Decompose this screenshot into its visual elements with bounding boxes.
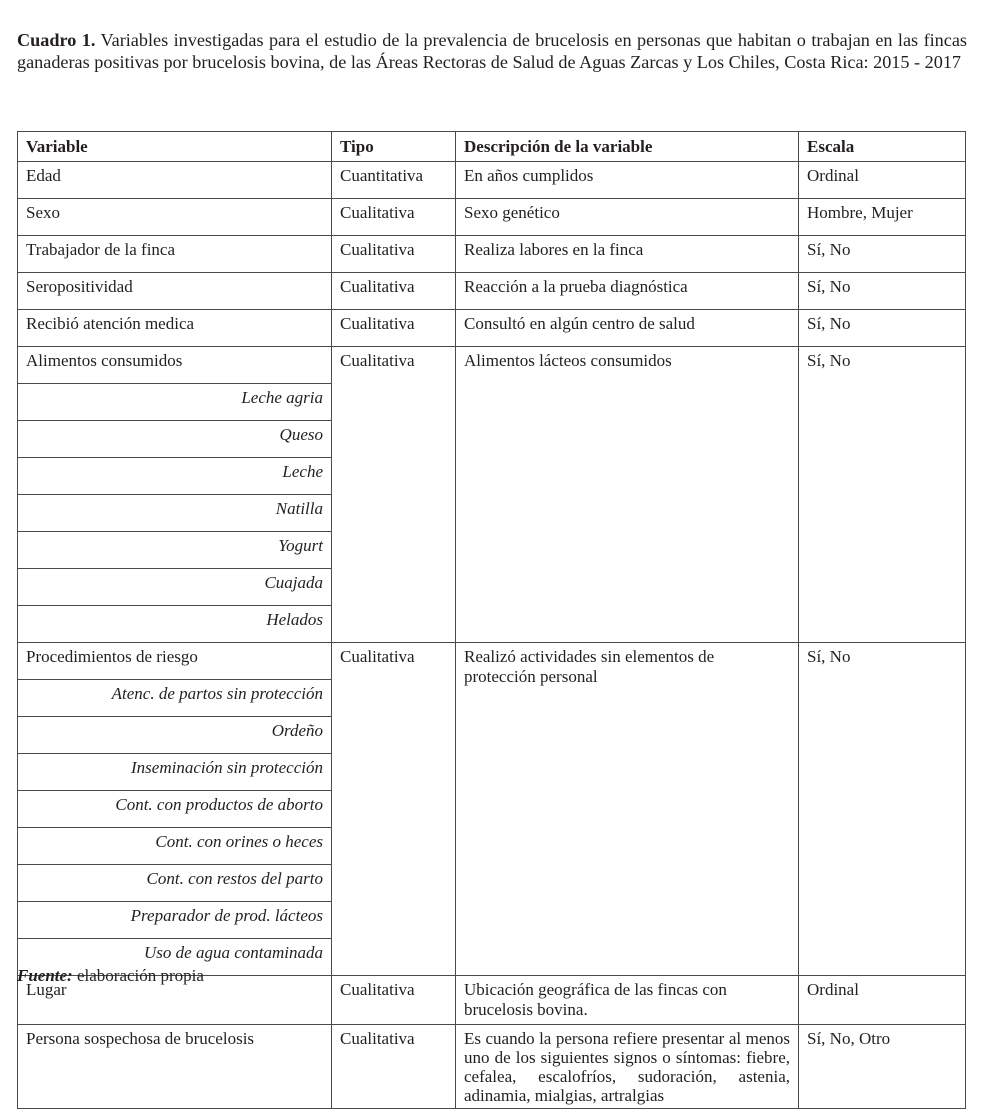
- cell-tipo: Cualitativa: [332, 236, 456, 273]
- variables-table: [17, 131, 966, 1109]
- procedure-item: Uso de agua contaminada: [18, 939, 332, 976]
- cell-escala: Sí, No, Otro: [799, 1025, 966, 1109]
- food-item: Yogurt: [18, 532, 332, 569]
- cell-variable: Procedimientos de riesgo: [18, 643, 332, 680]
- cell-escala: Sí, No: [799, 347, 966, 643]
- table-source-note: [17, 966, 204, 986]
- table-row: [18, 310, 966, 347]
- table-row-procedimientos: [18, 643, 966, 680]
- cell-descripcion: Alimentos lácteos consumidos: [456, 347, 799, 643]
- caption-label: Cuadro 1.: [17, 30, 96, 50]
- cell-descripcion: Ubicación geográfica de las fincas con brucelosis bovina.: [456, 976, 799, 1025]
- table-row: [18, 199, 966, 236]
- procedure-item: Atenc. de partos sin protección: [18, 680, 332, 717]
- cell-variable: Trabajador de la finca: [18, 236, 332, 273]
- cell-descripcion: Sexo genético: [456, 199, 799, 236]
- food-item: Helados: [18, 606, 332, 643]
- cell-variable: Lugar: [18, 976, 332, 1025]
- cell-escala: Hombre, Mujer: [799, 199, 966, 236]
- procedure-item: Cont. con restos del parto: [18, 865, 332, 902]
- cell-variable: Persona sospechosa de brucelosis: [18, 1025, 332, 1109]
- cell-descripcion: Realizó actividades sin elementos de protección personal: [456, 643, 799, 976]
- cell-tipo: Cualitativa: [332, 273, 456, 310]
- table-header-row: [18, 132, 966, 162]
- header-tipo: Tipo: [332, 132, 456, 162]
- procedure-item: Ordeño: [18, 717, 332, 754]
- cell-tipo: Cualitativa: [332, 310, 456, 347]
- cell-descripcion: Realiza labores en la finca: [456, 236, 799, 273]
- cell-escala: Sí, No: [799, 236, 966, 273]
- cell-tipo: Cualitativa: [332, 347, 456, 643]
- cell-escala: Sí, No: [799, 310, 966, 347]
- food-item: Cuajada: [18, 569, 332, 606]
- food-item: Queso: [18, 421, 332, 458]
- procedure-item: Cont. con orines o heces: [18, 828, 332, 865]
- cell-variable: Seropositividad: [18, 273, 332, 310]
- cell-descripcion: Consultó en algún centro de salud: [456, 310, 799, 347]
- cell-variable: Recibió atención medica: [18, 310, 332, 347]
- cell-escala: Sí, No: [799, 273, 966, 310]
- cell-descripcion: Reacción a la prueba diagnóstica: [456, 273, 799, 310]
- cell-tipo: Cualitativa: [332, 1025, 456, 1109]
- table-caption: [17, 29, 967, 73]
- table-row: [18, 236, 966, 273]
- cell-tipo: Cuantitativa: [332, 162, 456, 199]
- procedure-item: Cont. con productos de aborto: [18, 791, 332, 828]
- cell-tipo: Cualitativa: [332, 199, 456, 236]
- cell-descripcion: Es cuando la persona refiere presentar al menos uno de los siguientes signos o síntomas: fiebre, cefalea, escalofríos, sudoración, astenia, adinamia, mialgias, artralgias: [456, 1025, 799, 1109]
- cell-escala: Ordinal: [799, 976, 966, 1025]
- cell-tipo: Cualitativa: [332, 976, 456, 1025]
- food-item: Leche: [18, 458, 332, 495]
- source-label: Fuente:: [17, 966, 73, 985]
- table-row-sospechosa: [18, 1025, 966, 1109]
- caption-text: Variables investigadas para el estudio de la prevalencia de brucelosis en personas que habitan o trabajan en las fincas ganaderas positivas por brucelosis bovina, de las Áreas Rectoras de Salud de Aguas Zarcas y Los Chiles, Costa Rica: 2015 - 2017: [17, 30, 968, 72]
- header-escala: Escala: [799, 132, 966, 162]
- cell-descripcion: En años cumplidos: [456, 162, 799, 199]
- table-row: [18, 273, 966, 310]
- procedure-item: Preparador de prod. lácteos: [18, 902, 332, 939]
- cell-tipo: Cualitativa: [332, 643, 456, 976]
- source-text: elaboración propia: [72, 966, 204, 985]
- food-item: Leche agria: [18, 384, 332, 421]
- header-variable: Variable: [18, 132, 332, 162]
- cell-variable: Alimentos consumidos: [18, 347, 332, 384]
- cell-variable: Edad: [18, 162, 332, 199]
- table-row: [18, 162, 966, 199]
- table-row-alimentos: [18, 347, 966, 384]
- procedure-item: Inseminación sin protección: [18, 754, 332, 791]
- cell-escala: Sí, No: [799, 643, 966, 976]
- header-descripcion: Descripción de la variable: [456, 132, 799, 162]
- cell-variable: Sexo: [18, 199, 332, 236]
- cell-escala: Ordinal: [799, 162, 966, 199]
- food-item: Natilla: [18, 495, 332, 532]
